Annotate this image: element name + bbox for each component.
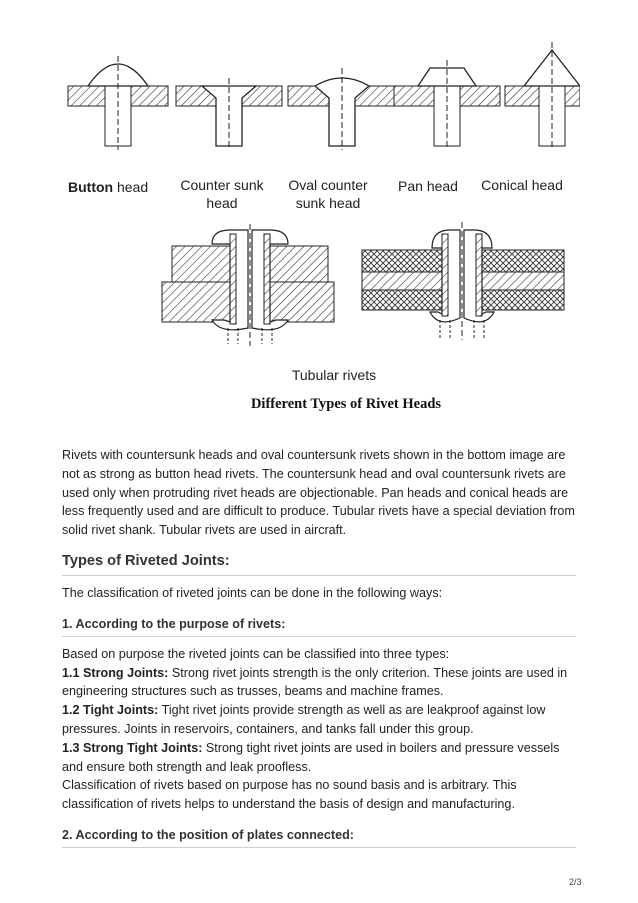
strong-tight-joints-label: 1.3 Strong Tight Joints: — [62, 740, 203, 755]
button-head-rivet — [68, 56, 168, 150]
intro-paragraph: Rivets with countersunk heads and oval countersunk rivets shown in the bottom image are not as strong as button head rivets. The countersunk head and oval countersunk rivets are used only when protruding rivet heads are objectionable. Pan heads and conical heads are less frequently used and are difficult to produce. Tubular rivets have a special deviation from solid rivet shank. Tubular rivets are used in aircraft. — [62, 448, 575, 538]
position-heading: 2. According to the position of plates connected: — [62, 828, 576, 848]
conical-head-rivet — [505, 42, 580, 150]
figure-caption: Different Types of Rivet Heads — [250, 396, 442, 412]
types-of-riveted-joints-heading: Types of Riveted Joints: — [62, 553, 576, 576]
oval-counter-sunk-head-rivet — [288, 68, 394, 150]
pan-head-rivet — [394, 60, 500, 150]
counter-sunk-label-line2: head — [206, 195, 238, 211]
rivet-heads-figure — [62, 38, 580, 423]
tubular-rivet-right — [362, 222, 564, 340]
counter-sunk-label-line1: Counter sunk — [180, 177, 264, 193]
counter-sunk-head-rivet — [176, 78, 282, 150]
oval-counter-label-line1: Oval counter — [288, 177, 368, 193]
tight-joints-text: Tight rivet joints provide strength as well as are leakproof against low pressures. Joints in reservoirs, containers, and tanks fall under this group. — [62, 703, 546, 736]
tubular-rivet-left — [162, 224, 334, 346]
purpose-section — [62, 645, 576, 814]
article-body — [62, 446, 576, 848]
purpose-heading: 1. According to the purpose of rivets: — [62, 617, 576, 637]
conical-head-label: Conical head — [481, 177, 563, 193]
page-number: 2/3 — [569, 877, 582, 887]
strong-joints-text: Strong rivet joints strength is the only criterion. These joints are used in engineering structures such as trusses, beams and machine frames. — [62, 665, 568, 699]
tubular-rivets-label: Tubular rivets — [291, 367, 377, 383]
purpose-note: Classification of rivets based on purpose has no sound basis and is arbitrary. This classification of rivets helps to understand the basis of design and manufacturing. — [62, 778, 517, 812]
pan-head-label: Pan head — [398, 178, 458, 194]
oval-counter-label-line2: sunk head — [295, 195, 361, 211]
strong-tight-joints-text: Strong tight rivet joints are used in boilers and pressure vessels and ensure both strength and leak proofless. — [62, 740, 560, 774]
purpose-intro: Based on purpose the riveted joints can be classified into three types: — [62, 646, 450, 661]
tight-joints-label: 1.2 Tight Joints: — [62, 703, 159, 718]
classification-paragraph: The classification of riveted joints can be done in the following ways: — [62, 585, 443, 600]
button-head-label: Button head — [68, 179, 149, 195]
strong-joints-label: 1.1 Strong Joints: — [62, 665, 169, 680]
